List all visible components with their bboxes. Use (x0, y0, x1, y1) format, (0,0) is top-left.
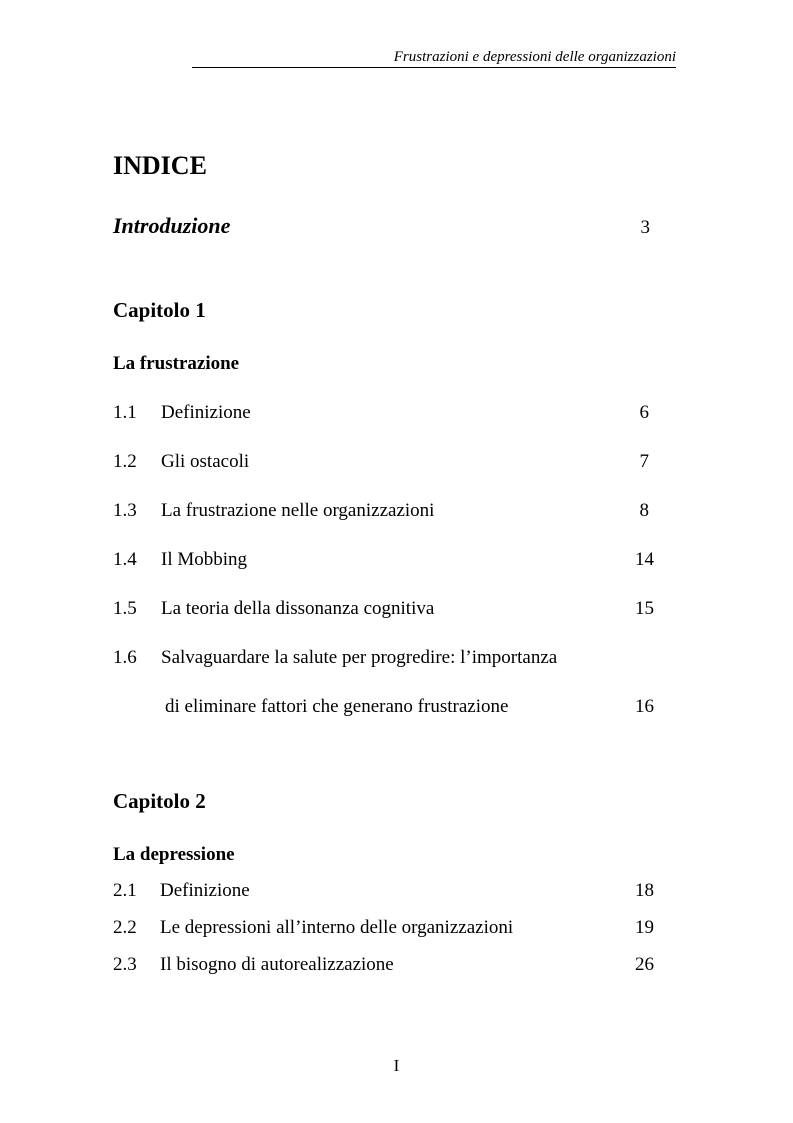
toc-entry-1-6-continuation[interactable]: di eliminare fattori che generano frustrazione (165, 696, 509, 717)
toc-entry-page: 6 (639, 402, 649, 423)
toc-entry-page: 7 (639, 451, 649, 472)
toc-entry-1-2[interactable]: Gli ostacoli (161, 451, 250, 472)
toc-entry-page: 26 (635, 954, 654, 975)
toc-entry-number: 2.1 (113, 880, 137, 901)
chapter-1-heading[interactable]: Capitolo 1 (113, 298, 206, 322)
header-rule (192, 67, 676, 68)
toc-entry-1-4[interactable]: Il Mobbing (161, 549, 248, 570)
toc-entry-number: 1.1 (113, 402, 137, 423)
toc-entry-page: 18 (635, 880, 654, 901)
toc-entry-2-1[interactable]: Definizione (160, 880, 250, 901)
toc-entry-number: 2.2 (113, 917, 137, 938)
toc-intro-label[interactable]: Introduzione (113, 213, 231, 238)
toc-entry-2-3[interactable]: Il bisogno di autorealizzazione (160, 954, 394, 975)
toc-entry-page: 14 (635, 549, 654, 570)
toc-entry-page: 16 (635, 696, 654, 717)
chapter-2-subtitle: La depressione (113, 844, 235, 865)
chapter-2-heading[interactable]: Capitolo 2 (113, 789, 206, 813)
toc-entry-number: 1.5 (113, 598, 137, 619)
page-number: I (393, 1056, 400, 1075)
toc-intro-page: 3 (640, 217, 650, 238)
toc-entry-page: 8 (639, 500, 649, 521)
toc-entry-number: 1.3 (113, 500, 137, 521)
toc-entry-page: 19 (635, 917, 654, 938)
toc-entry-2-2[interactable]: Le depressioni all’interno delle organizzazioni (160, 917, 514, 938)
toc-entry-1-5[interactable]: La teoria della dissonanza cognitiva (161, 598, 435, 619)
toc-entry-1-6[interactable]: Salvaguardare la salute per progredire: l’importanza (161, 647, 558, 668)
toc-entry-number: 1.4 (113, 549, 137, 570)
running-header: Frustrazioni e depressioni delle organizzazioni (393, 49, 676, 65)
toc-entry-1-1[interactable]: Definizione (161, 402, 251, 423)
toc-entry-number: 1.2 (113, 451, 137, 472)
toc-entry-number: 2.3 (113, 954, 137, 975)
toc-entry-number: 1.6 (113, 647, 137, 668)
toc-entry-1-3[interactable]: La frustrazione nelle organizzazioni (161, 500, 435, 521)
chapter-1-subtitle: La frustrazione (113, 353, 240, 374)
page-title: INDICE (113, 151, 207, 180)
toc-entry-page: 15 (635, 598, 654, 619)
